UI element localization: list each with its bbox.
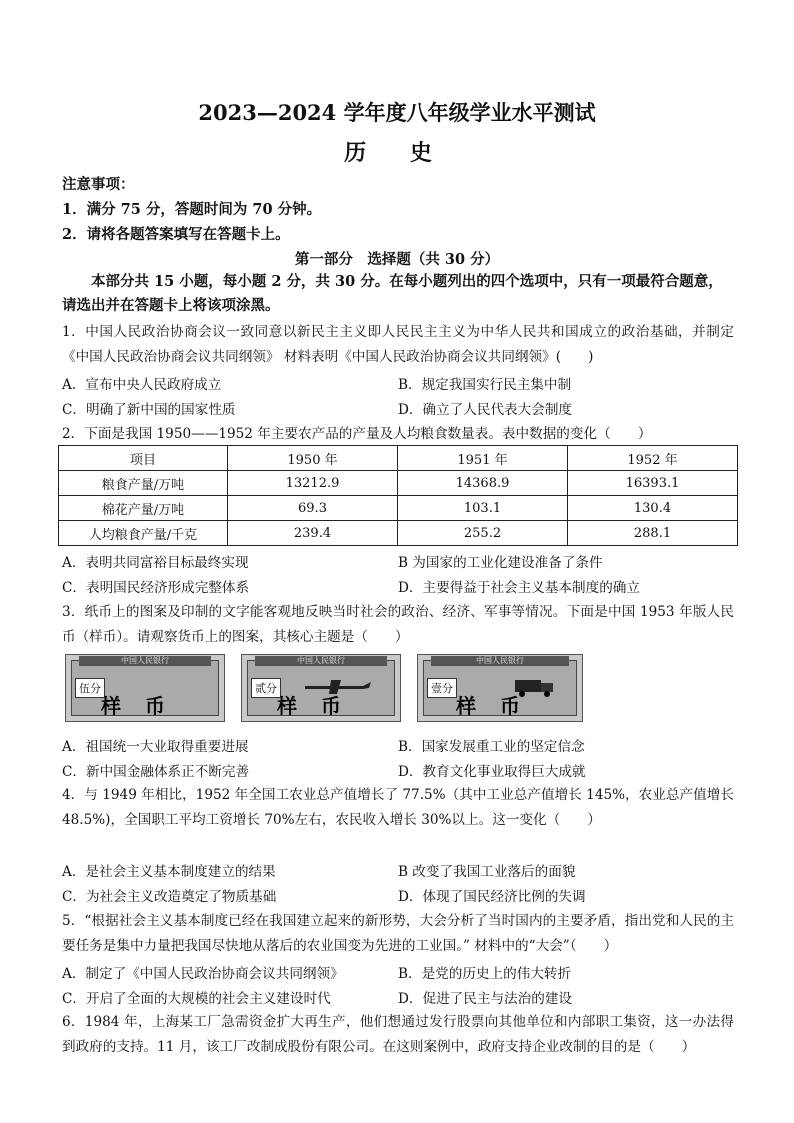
q1-option-a: A．宣布中央人民政府成立 xyxy=(62,377,222,393)
q4-option-c: C．为社会主义改造奠定了物质基础 xyxy=(62,889,277,905)
banknote-image xyxy=(65,654,225,722)
notice-item: 1．满分 75 分，答题时间为 70 分钟。 xyxy=(62,201,322,218)
specimen-label: 样币 xyxy=(277,694,365,718)
table-header-cell: 1951 年 xyxy=(398,446,568,471)
banknote-image xyxy=(241,654,401,722)
table-cell: 14368.9 xyxy=(398,471,568,496)
question-4-stem: 4．与 1949 年相比，1952 年全国工农业总产值增长了 77.5%（其中工业总产值增长 145%，农业总产值增长 48.5%)，全国职工平均工资增长 70%左右，农民收入增长 30%以上。这一变化（ ） xyxy=(62,787,734,828)
table-row xyxy=(59,521,738,546)
q5-option-b: B．是党的历史上的伟大转折 xyxy=(398,966,572,982)
table-header-cell: 1952 年 xyxy=(568,446,738,471)
q4-option-d: D．体现了国民经济比例的失调 xyxy=(398,889,586,905)
table-cell: 255.2 xyxy=(398,521,568,546)
table-cell: 人均粮食产量/千克 xyxy=(59,521,228,546)
table-cell: 69.3 xyxy=(228,496,398,521)
q5-option-a: A．制定了《中国人民政治协商会议共同纲领》 xyxy=(62,966,344,982)
banknote-denomination: 贰分 xyxy=(251,678,281,698)
q2-option-d: D．主要得益于社会主义基本制度的确立 xyxy=(398,580,640,596)
q1-option-b: B．规定我国实行民主集中制 xyxy=(398,377,572,393)
q4-option-b: B 改变了我国工业落后的面貌 xyxy=(398,864,576,880)
banknote-header: 中国人民银行 xyxy=(431,656,569,666)
q2-option-b: B 为国家的工业化建设准备了条件 xyxy=(398,555,603,571)
banknote-denomination: 壹分 xyxy=(427,678,457,698)
question-5-stem: 5．“根据社会主义基本制度已经在我国建立起来的新形势，大会分析了当时国内的主要矛盾，指出党和人民的主要任务是集中力量把我国尽快地从落后的农业国变为先进的工业国。” 材料中的“大会”（ ） xyxy=(62,913,734,954)
question-3-stem: 3．纸币上的图案及印制的文字能客观地反映当时社会的政治、经济、军事等情况。下面是中国 1953 年版人民币（样币）。请观察货币上的图案，其核心主题是（ ） xyxy=(62,604,734,645)
q3-option-a: A．祖国统一大业取得重要进展 xyxy=(62,739,249,755)
q1-option-d: D．确立了人民代表大会制度 xyxy=(398,402,573,418)
table-cell: 288.1 xyxy=(568,521,738,546)
section-heading: 第一部分 选择题（共 30 分） xyxy=(294,251,500,268)
table-row xyxy=(59,471,738,496)
q1-option-c: C．明确了新中国的国家性质 xyxy=(62,402,236,418)
specimen-label: 样币 xyxy=(456,694,544,718)
notice-heading: 注意事项： xyxy=(62,176,135,193)
table-cell: 13212.9 xyxy=(228,471,398,496)
q2-option-c: C．表明国民经济形成完整体系 xyxy=(62,580,250,596)
q2-option-a: A．表明共同富裕目标最终实现 xyxy=(62,555,249,571)
table-row xyxy=(59,496,738,521)
table-cell: 130.4 xyxy=(568,496,738,521)
table-cell: 棉花产量/万吨 xyxy=(59,496,228,521)
production-table xyxy=(58,445,738,546)
banknote-header: 中国人民银行 xyxy=(255,656,387,666)
table-cell: 103.1 xyxy=(398,496,568,521)
table-header-row xyxy=(59,446,738,471)
subject-title: 历 史 xyxy=(344,140,450,166)
notice-item: 2．请将各题答案填写在答题卡上。 xyxy=(62,226,290,243)
q3-option-c: C．新中国金融体系正不断完善 xyxy=(62,764,250,780)
table-header-cell: 项目 xyxy=(59,446,228,471)
section-intro: 本部分共 15 小题，每小题 2 分，共 30 分。在每小题列出的四个选项中，只有一项最符合题意，请选出并在答题卡上将该项涂黑。 xyxy=(62,273,723,314)
q5-option-d: D．促进了民主与法治的建设 xyxy=(398,991,573,1007)
q5-option-c: C．开启了全面的大规模的社会主义建设时代 xyxy=(62,991,331,1007)
banknote-image xyxy=(417,654,583,722)
table-cell: 239.4 xyxy=(228,521,398,546)
table-cell: 粮食产量/万吨 xyxy=(59,471,228,496)
table-header-cell: 1950 年 xyxy=(228,446,398,471)
banknote-denomination: 伍分 xyxy=(75,678,105,698)
question-1-stem: 1．中国人民政治协商会议一致同意以新民主主义即人民民主主义为中华人民共和国成立的政治基础，并制定《中国人民政治协商会议共同纲领》 材料表明《中国人民政治协商会议共同纲领》( ) xyxy=(62,324,734,365)
exam-title: 2023—2024 学年度八年级学业水平测试 xyxy=(198,100,596,125)
banknote-images xyxy=(65,654,738,722)
specimen-label: 样币 xyxy=(101,694,189,718)
table-cell: 16393.1 xyxy=(568,471,738,496)
q3-option-b: B．国家发展重工业的坚定信念 xyxy=(398,739,585,755)
banknote-header: 中国人民银行 xyxy=(79,656,211,666)
q4-option-a: A．是社会主义基本制度建立的结果 xyxy=(62,864,276,880)
q3-option-d: D．教育文化事业取得巨大成就 xyxy=(398,764,586,780)
question-2-stem: 2．下面是我国 1950——1952 年主要农产品的产量及人均粮食数量表。表中数据的变化（ ） xyxy=(62,426,652,442)
question-6-stem: 6．1984 年，上海某工厂急需资金扩大再生产，他们想通过发行股票向其他单位和内部职工集资，这一办法得到政府的支持。11 月，该工厂改制成股份有限公司。在这则案例中，政府支持企业改制的目的是（ ） xyxy=(62,1014,734,1055)
